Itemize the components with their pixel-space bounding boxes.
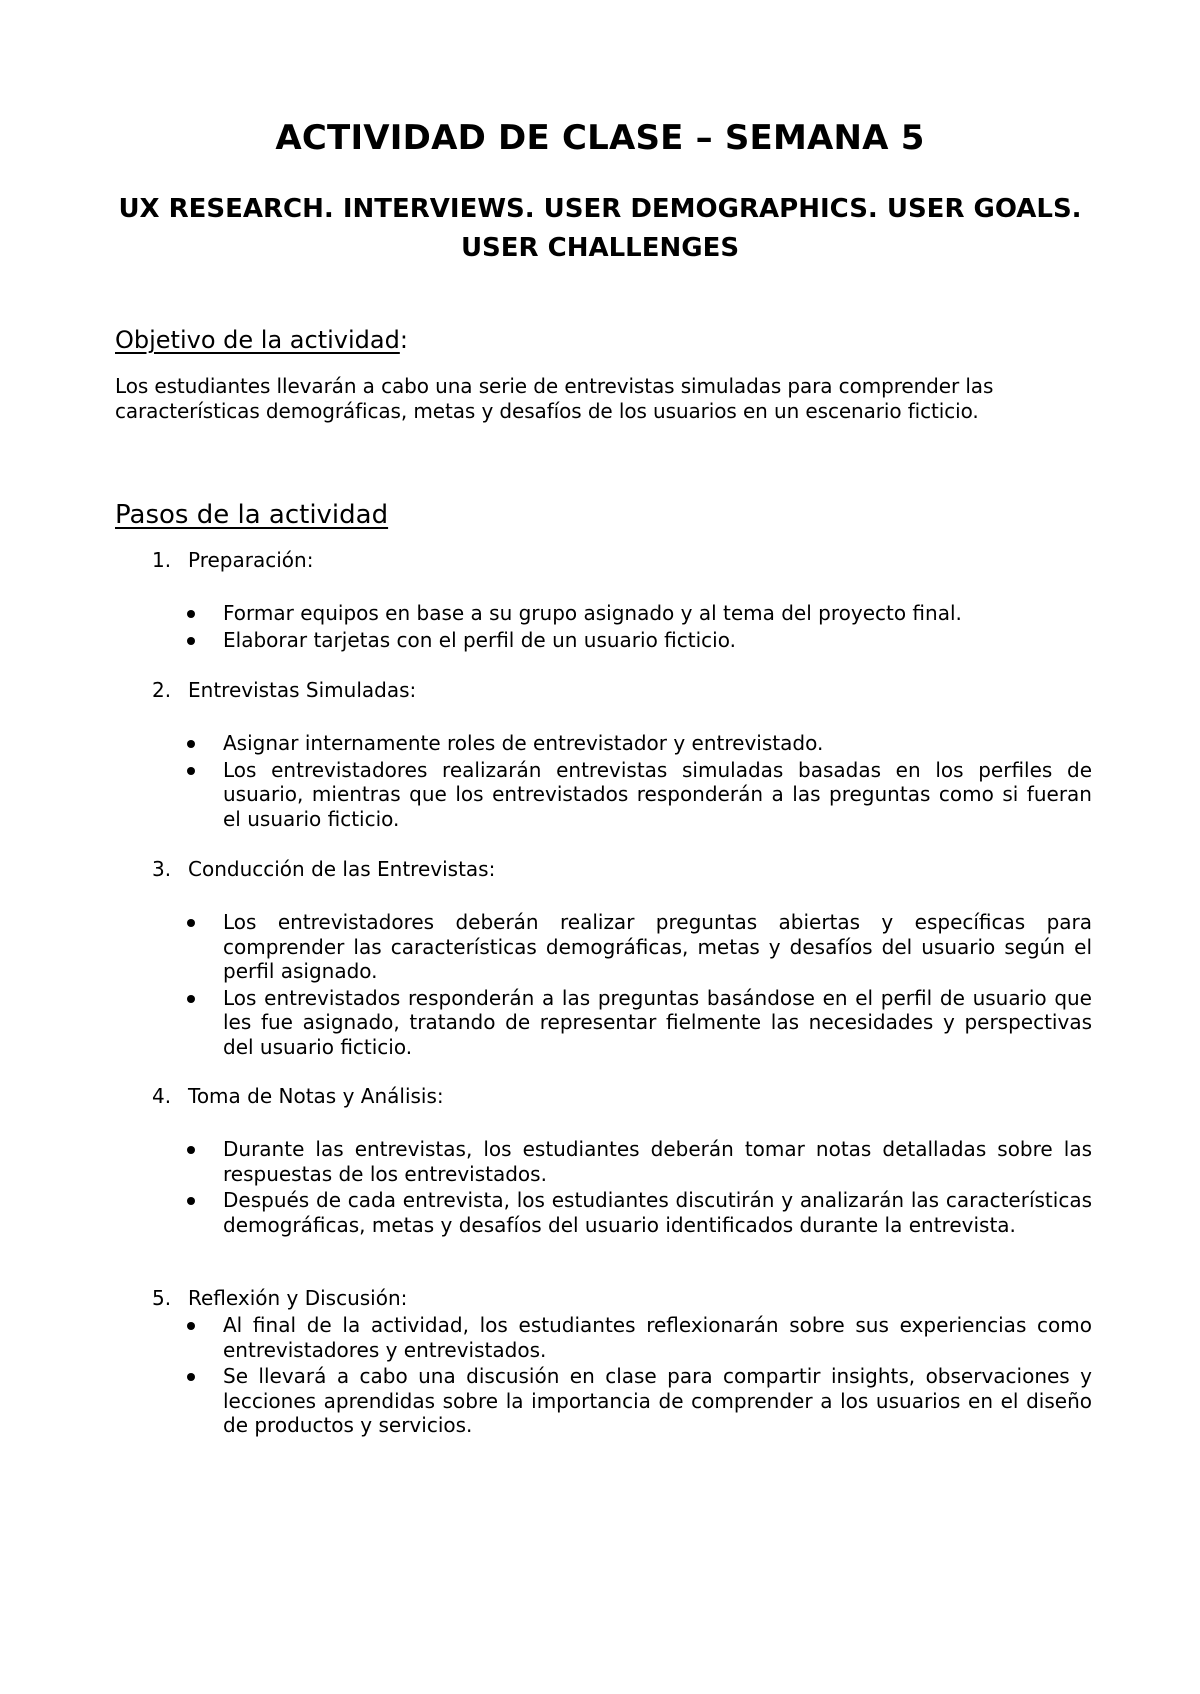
bullet-dot-icon bbox=[187, 767, 195, 775]
list-item bbox=[187, 1364, 1092, 1438]
bullet-text: Los entrevistadores realizarán entrevistas simuladas basadas en los perfiles de usuario, mientras que los entrevistados responderán a las preguntas como si fueran el usuario ficticio. bbox=[223, 757, 1092, 831]
bullet-text: Formar equipos en base a su grupo asignado y al tema del proyecto final. bbox=[223, 601, 962, 625]
step-3-number: 3. bbox=[152, 857, 172, 881]
bullet-dot-icon bbox=[187, 1373, 195, 1381]
objective-heading bbox=[115, 326, 408, 354]
bullet-text: Después de cada entrevista, los estudiantes discutirán y analizarán las características demográficas, metas y desafíos del usuario identificados durante la entrevista. bbox=[223, 1188, 1092, 1237]
step-5-bullets bbox=[187, 1313, 1092, 1440]
step-3-bullets bbox=[187, 910, 1092, 1061]
bullet-text: Elaborar tarjetas con el perfil de un usuario ficticio. bbox=[223, 627, 736, 652]
step-2-text: Entrevistas Simuladas: bbox=[188, 678, 417, 702]
list-item bbox=[187, 731, 1092, 756]
objective-heading-text: Objetivo de la actividad bbox=[115, 326, 400, 354]
objective-heading-colon: : bbox=[399, 326, 408, 354]
bullet-dot-icon bbox=[187, 1322, 195, 1330]
bullet-text: Asignar internamente roles de entrevistador y entrevistado. bbox=[223, 731, 824, 755]
subtitle-line-2: USER CHALLENGES bbox=[460, 233, 740, 263]
bullet-text: Los entrevistadores deberán realizar preguntas abiertas y específicas para comprender las características demográficas, metas y desafíos del usuario según el perfil asignado. bbox=[223, 910, 1092, 983]
list-item bbox=[187, 628, 1092, 653]
bullet-dot-icon bbox=[187, 610, 195, 618]
bullet-text: Los entrevistados responderán a las preguntas basándose en el perfil de usuario que les fue asignado, tratando de representar fielmente las necesidades y perspectivas del usuario ficticio. bbox=[223, 985, 1092, 1059]
bullet-dot-icon bbox=[187, 1197, 195, 1205]
step-5-number: 5. bbox=[152, 1286, 172, 1310]
bullet-text: Al final de la actividad, los estudiantes reflexionarán sobre sus experiencias como entrevistadores y entrevistados. bbox=[223, 1313, 1092, 1362]
bullet-text: Se llevará a cabo una discusión en clase para compartir insights, observaciones y lecciones aprendidas sobre la importancia de comprender a los usuarios en el diseño de productos y servicios. bbox=[223, 1364, 1092, 1437]
document-subtitle bbox=[100, 190, 1100, 268]
step-3-label bbox=[152, 857, 495, 882]
list-item bbox=[187, 1313, 1092, 1362]
list-item bbox=[187, 986, 1092, 1060]
document-title: ACTIVIDAD DE CLASE – SEMANA 5 bbox=[275, 118, 925, 158]
step-4-text: Toma de Notas y Análisis: bbox=[188, 1084, 444, 1108]
step-1-label bbox=[152, 548, 313, 573]
list-item bbox=[187, 601, 1092, 626]
bullet-dot-icon bbox=[187, 995, 195, 1003]
step-2-number: 2. bbox=[152, 678, 172, 702]
list-item bbox=[187, 1188, 1092, 1237]
subtitle-line-1: UX RESEARCH. INTERVIEWS. USER DEMOGRAPHICS. USER GOALS. bbox=[118, 194, 1082, 224]
bullet-dot-icon bbox=[187, 637, 195, 645]
step-1-number: 1. bbox=[152, 548, 172, 572]
list-item bbox=[187, 758, 1092, 832]
step-5-label bbox=[152, 1286, 407, 1311]
bullet-text: Durante las entrevistas, los estudiantes deberán tomar notas detalladas sobre las respuestas de los entrevistados. bbox=[223, 1137, 1092, 1186]
steps-heading-text: Pasos de la actividad bbox=[115, 500, 389, 530]
step-1-text: Preparación: bbox=[188, 548, 314, 572]
bullet-dot-icon bbox=[187, 919, 195, 927]
step-1-bullets bbox=[187, 601, 1092, 654]
step-3-text: Conducción de las Entrevistas: bbox=[188, 857, 496, 881]
step-2-bullets bbox=[187, 731, 1092, 833]
step-2-label bbox=[152, 678, 416, 703]
bullet-dot-icon bbox=[187, 1146, 195, 1154]
objective-paragraph: Los estudiantes llevarán a cabo una serie de entrevistas simuladas para comprender las características demográficas, metas y desafíos de los usuarios en un escenario ficticio. bbox=[115, 374, 994, 423]
step-4-bullets bbox=[187, 1137, 1092, 1239]
list-item bbox=[187, 1137, 1092, 1186]
bullet-dot-icon bbox=[187, 740, 195, 748]
steps-heading bbox=[115, 500, 388, 530]
list-item bbox=[187, 910, 1092, 984]
step-4-label bbox=[152, 1084, 444, 1109]
step-5-text: Reflexión y Discusión: bbox=[188, 1286, 408, 1310]
step-4-number: 4. bbox=[152, 1084, 172, 1108]
